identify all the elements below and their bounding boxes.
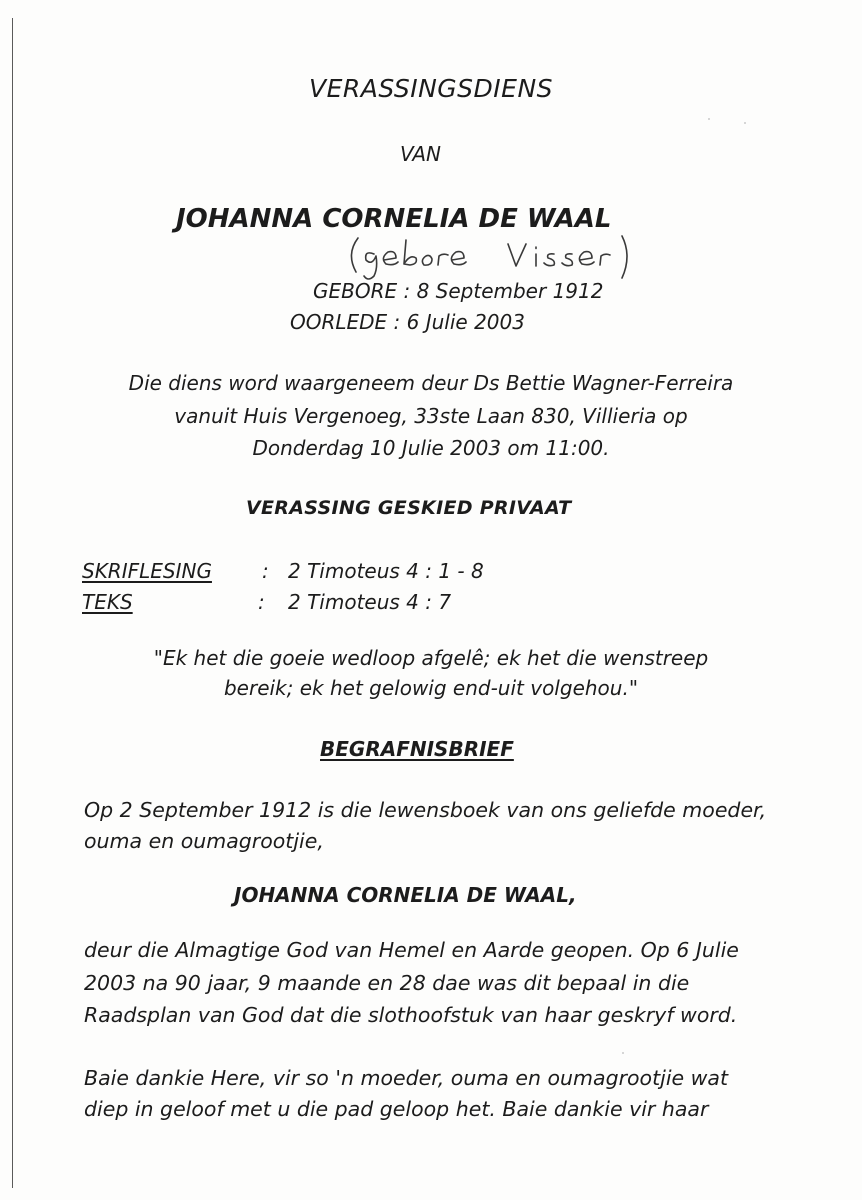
letter-line: deur die Almagtige God van Hemel en Aarde geopen. Op 6 Julie: [84, 938, 739, 962]
letter-line: 2003 na 90 jaar, 9 maande en 28 dae was dit bepaal in die: [84, 971, 690, 995]
van-label: VAN: [400, 142, 441, 166]
paper-speck: [622, 1052, 624, 1054]
letter-line: diep in geloof met u die pad geloop het. Baie dankie vir haar: [84, 1097, 709, 1121]
service-line: Donderdag 10 Julie 2003 om 11:00.: [252, 436, 610, 460]
scripture-reading-colon: :: [262, 559, 269, 583]
paper-speck: [708, 118, 710, 120]
left-margin-line: [12, 18, 13, 1188]
letter-line: Raadsplan van God dat die slothoofstuk van haar geskryf word.: [84, 1003, 738, 1027]
quote-line: "Ek het die goeie wedloop afgelê; ek het die wenstreep: [153, 646, 709, 670]
text-label: TEKS: [82, 590, 133, 614]
scripture-reading-label: SKRIFLESING: [82, 559, 212, 583]
death-date: OORLEDE : 6 Julie 2003: [290, 310, 525, 334]
letter-title: BEGRAFNISBRIEF: [320, 737, 514, 761]
birth-date: GEBORE : 8 September 1912: [313, 279, 604, 303]
quote-line: bereik; ek het gelowig end-uit volgehou.": [223, 676, 639, 700]
service-line: vanuit Huis Vergenoeg, 33ste Laan 830, Villieria op: [174, 404, 688, 428]
service-line: Die diens word waargeneem deur Ds Bettie Wagner-Ferreira: [128, 371, 734, 395]
private-notice: VERASSING GESKIED PRIVAAT: [246, 497, 572, 519]
letter-line: ouma en oumagrootjie,: [84, 829, 324, 853]
document-title: VERASSINGSDIENS: [308, 74, 554, 103]
letter-deceased-name: JOHANNA CORNELIA DE WAAL,: [234, 883, 577, 907]
text-value: 2 Timoteus 4 : 7: [288, 590, 452, 614]
letter-line: Baie dankie Here, vir so 'n moeder, ouma en oumagrootjie wat: [84, 1066, 729, 1090]
text-colon: :: [258, 590, 265, 614]
scripture-reading-value: 2 Timoteus 4 : 1 - 8: [288, 559, 484, 583]
paper-speck: [744, 122, 746, 124]
letter-line: Op 2 September 1912 is die lewensboek van ons geliefde moeder,: [84, 798, 767, 822]
deceased-name: JOHANNA CORNELIA DE WAAL: [176, 204, 612, 234]
